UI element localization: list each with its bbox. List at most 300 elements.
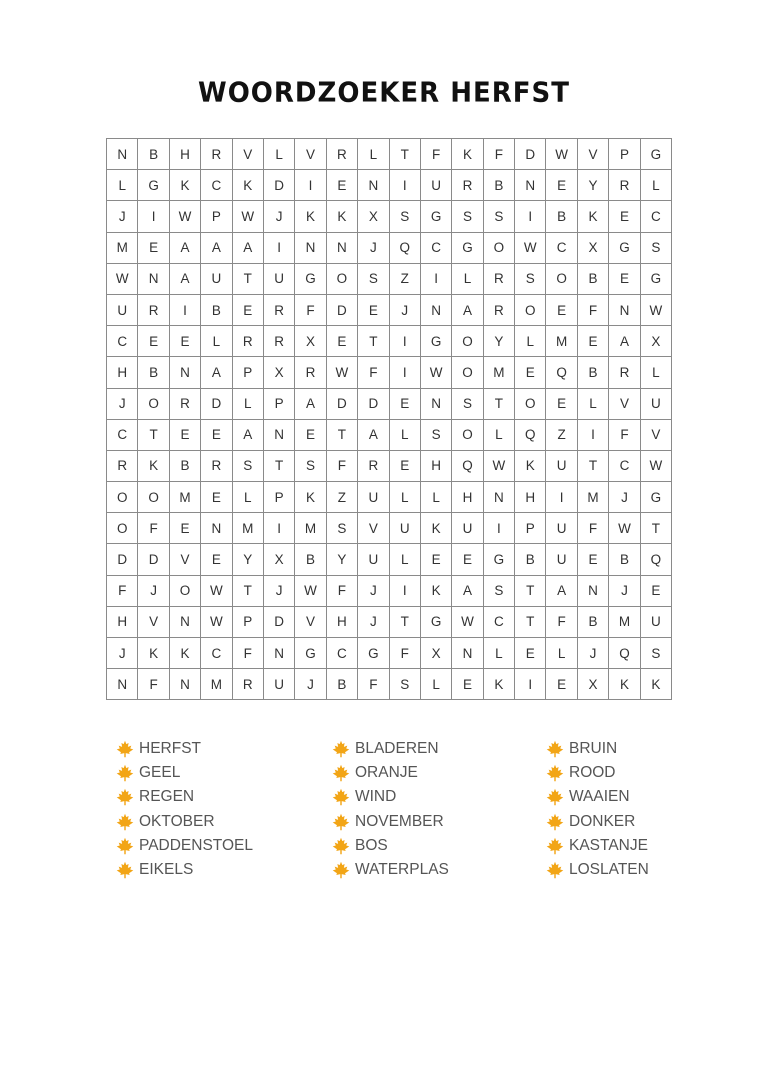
grid-cell: O [138, 388, 169, 419]
grid-cell: M [201, 669, 232, 700]
grid-cell: W [295, 575, 326, 606]
maple-leaf-icon [546, 788, 564, 806]
grid-cell: K [138, 638, 169, 669]
maple-leaf-icon [116, 861, 134, 879]
grid-cell: U [201, 263, 232, 294]
grid-cell: P [609, 139, 640, 170]
grid-cell: E [169, 513, 200, 544]
grid-cell: J [577, 638, 608, 669]
grid-cell: I [389, 170, 420, 201]
grid-cell: L [452, 263, 483, 294]
grid-cell: I [263, 513, 294, 544]
grid-cell: C [326, 638, 357, 669]
grid-cell: T [515, 606, 546, 637]
grid-cell: R [483, 294, 514, 325]
grid-cell: S [483, 575, 514, 606]
grid-row [107, 544, 672, 575]
grid-cell: U [452, 513, 483, 544]
word-label: BLADEREN [355, 740, 439, 758]
grid-cell: E [389, 388, 420, 419]
grid-cell: I [577, 419, 608, 450]
grid-cell: F [546, 606, 577, 637]
grid-cell: S [640, 232, 671, 263]
grid-cell: W [201, 606, 232, 637]
grid-cell: B [577, 606, 608, 637]
grid-cell: H [107, 606, 138, 637]
grid-cell: B [483, 170, 514, 201]
grid-cell: K [138, 450, 169, 481]
grid-cell: O [515, 294, 546, 325]
grid-cell: R [483, 263, 514, 294]
grid-cell: E [515, 638, 546, 669]
grid-cell: L [420, 669, 451, 700]
grid-cell: O [452, 419, 483, 450]
grid-cell: L [640, 357, 671, 388]
grid-cell: F [483, 139, 514, 170]
grid-cell: E [546, 170, 577, 201]
grid-cell: L [483, 419, 514, 450]
grid-cell: D [201, 388, 232, 419]
grid-cell: U [546, 450, 577, 481]
grid-cell: D [107, 544, 138, 575]
grid-cell: Y [326, 544, 357, 575]
grid-cell: I [169, 294, 200, 325]
grid-cell: C [609, 450, 640, 481]
word-label: ROOD [569, 764, 616, 782]
grid-cell: J [358, 232, 389, 263]
grid-cell: F [577, 513, 608, 544]
word-label: DONKER [569, 812, 636, 830]
grid-cell: L [201, 326, 232, 357]
grid-cell: J [107, 388, 138, 419]
grid-cell: G [640, 139, 671, 170]
grid-cell: J [263, 201, 294, 232]
grid-cell: X [295, 326, 326, 357]
grid-cell: N [452, 638, 483, 669]
grid-cell: X [358, 201, 389, 232]
maple-leaf-icon [116, 788, 134, 806]
grid-cell: I [546, 482, 577, 513]
grid-cell: J [107, 201, 138, 232]
word-list-column-3 [546, 737, 649, 882]
letter-grid [106, 138, 672, 700]
grid-cell: K [515, 450, 546, 481]
grid-cell: I [138, 201, 169, 232]
grid-cell: O [546, 263, 577, 294]
grid-cell: B [295, 544, 326, 575]
grid-cell: A [609, 326, 640, 357]
grid-cell: F [326, 450, 357, 481]
grid-cell: D [263, 606, 294, 637]
page-title: WOORDZOEKER HERFST [198, 77, 570, 109]
word-label: HERFST [139, 740, 201, 758]
grid-cell: I [295, 170, 326, 201]
grid-cell: B [609, 544, 640, 575]
grid-cell: H [169, 139, 200, 170]
grid-cell: A [169, 232, 200, 263]
grid-cell: M [609, 606, 640, 637]
grid-cell: R [232, 669, 263, 700]
grid-cell: C [420, 232, 451, 263]
grid-cell: W [546, 139, 577, 170]
grid-cell: K [232, 170, 263, 201]
grid-row [107, 294, 672, 325]
grid-cell: W [107, 263, 138, 294]
grid-cell: V [138, 606, 169, 637]
grid-cell: J [295, 669, 326, 700]
maple-leaf-icon [332, 740, 350, 758]
maple-leaf-icon [332, 861, 350, 879]
grid-cell: F [107, 575, 138, 606]
grid-cell: L [640, 170, 671, 201]
grid-cell: O [169, 575, 200, 606]
grid-cell: G [358, 638, 389, 669]
maple-leaf-icon [116, 764, 134, 782]
grid-cell: Y [577, 170, 608, 201]
grid-cell: N [295, 232, 326, 263]
grid-cell: C [640, 201, 671, 232]
grid-cell: T [358, 326, 389, 357]
grid-cell: I [389, 575, 420, 606]
grid-cell: F [138, 513, 169, 544]
grid-cell: R [326, 139, 357, 170]
grid-cell: K [420, 575, 451, 606]
grid-cell: E [232, 294, 263, 325]
grid-cell: Q [452, 450, 483, 481]
word-list-item [332, 785, 449, 809]
grid-cell: N [263, 419, 294, 450]
grid-cell: U [263, 669, 294, 700]
grid-cell: K [295, 482, 326, 513]
grid-cell: V [295, 606, 326, 637]
grid-cell: E [420, 544, 451, 575]
grid-cell: A [452, 294, 483, 325]
maple-leaf-icon [546, 740, 564, 758]
grid-cell: V [577, 139, 608, 170]
grid-cell: W [201, 575, 232, 606]
word-list-item [332, 761, 449, 785]
grid-cell: S [515, 263, 546, 294]
grid-cell: L [515, 326, 546, 357]
grid-cell: V [640, 419, 671, 450]
grid-cell: L [483, 638, 514, 669]
grid-cell: N [326, 232, 357, 263]
grid-cell: X [263, 357, 294, 388]
grid-cell: E [138, 326, 169, 357]
grid-row [107, 201, 672, 232]
grid-cell: G [640, 263, 671, 294]
grid-cell: J [138, 575, 169, 606]
grid-cell: I [515, 201, 546, 232]
grid-cell: F [389, 638, 420, 669]
grid-cell: E [546, 669, 577, 700]
grid-cell: R [201, 139, 232, 170]
word-list-item [116, 737, 253, 761]
grid-cell: F [420, 139, 451, 170]
word-list-item [546, 858, 649, 882]
grid-cell: L [546, 638, 577, 669]
grid-cell: T [232, 263, 263, 294]
maple-leaf-icon [332, 788, 350, 806]
grid-cell: A [169, 263, 200, 294]
grid-cell: U [107, 294, 138, 325]
maple-leaf-icon [116, 837, 134, 855]
word-list-column-2 [332, 737, 449, 882]
grid-cell: E [201, 482, 232, 513]
grid-cell: N [358, 170, 389, 201]
grid-row [107, 638, 672, 669]
grid-cell: M [232, 513, 263, 544]
grid-row [107, 139, 672, 170]
grid-cell: G [138, 170, 169, 201]
grid-cell: J [358, 606, 389, 637]
grid-cell: F [358, 357, 389, 388]
grid-cell: D [138, 544, 169, 575]
grid-cell: D [263, 170, 294, 201]
grid-cell: R [138, 294, 169, 325]
grid-cell: H [515, 482, 546, 513]
grid-cell: I [515, 669, 546, 700]
grid-cell: T [389, 606, 420, 637]
grid-cell: V [232, 139, 263, 170]
grid-cell: E [169, 419, 200, 450]
grid-cell: C [107, 326, 138, 357]
word-list-item [546, 761, 649, 785]
grid-row [107, 669, 672, 700]
grid-cell: N [515, 170, 546, 201]
grid-cell: A [546, 575, 577, 606]
grid-cell: C [201, 170, 232, 201]
grid-cell: E [201, 419, 232, 450]
grid-cell: B [546, 201, 577, 232]
grid-row [107, 450, 672, 481]
grid-cell: R [358, 450, 389, 481]
grid-cell: N [169, 669, 200, 700]
grid-cell: H [107, 357, 138, 388]
grid-cell: N [420, 294, 451, 325]
grid-cell: X [577, 669, 608, 700]
grid-cell: B [326, 669, 357, 700]
grid-cell: E [358, 294, 389, 325]
grid-cell: S [389, 201, 420, 232]
word-list-item [116, 785, 253, 809]
grid-cell: R [609, 357, 640, 388]
grid-cell: P [201, 201, 232, 232]
grid-cell: K [609, 669, 640, 700]
grid-cell: E [169, 326, 200, 357]
grid-cell: A [232, 232, 263, 263]
grid-cell: Q [546, 357, 577, 388]
grid-row [107, 482, 672, 513]
grid-cell: E [326, 326, 357, 357]
word-label: EIKELS [139, 861, 194, 879]
grid-cell: D [358, 388, 389, 419]
grid-row [107, 263, 672, 294]
grid-cell: M [483, 357, 514, 388]
grid-cell: B [138, 139, 169, 170]
grid-cell: N [420, 388, 451, 419]
grid-cell: U [358, 544, 389, 575]
grid-cell: I [389, 357, 420, 388]
grid-row [107, 357, 672, 388]
grid-cell: O [452, 326, 483, 357]
grid-cell: G [420, 606, 451, 637]
grid-cell: E [201, 544, 232, 575]
grid-cell: O [107, 482, 138, 513]
grid-cell: H [326, 606, 357, 637]
grid-cell: L [358, 139, 389, 170]
grid-cell: W [640, 450, 671, 481]
grid-cell: I [420, 263, 451, 294]
grid-cell: M [169, 482, 200, 513]
grid-cell: M [546, 326, 577, 357]
grid-cell: F [358, 669, 389, 700]
grid-cell: A [358, 419, 389, 450]
grid-cell: T [483, 388, 514, 419]
grid-cell: O [515, 388, 546, 419]
word-label: REGEN [139, 788, 195, 806]
grid-cell: O [326, 263, 357, 294]
grid-cell: L [263, 139, 294, 170]
grid-cell: U [263, 263, 294, 294]
grid-cell: Q [515, 419, 546, 450]
grid-cell: S [326, 513, 357, 544]
grid-cell: N [138, 263, 169, 294]
grid-cell: F [609, 419, 640, 450]
grid-cell: F [577, 294, 608, 325]
grid-cell: A [201, 232, 232, 263]
grid-cell: R [169, 388, 200, 419]
grid-cell: G [483, 544, 514, 575]
grid-cell: E [577, 326, 608, 357]
grid-cell: U [546, 544, 577, 575]
grid-cell: M [295, 513, 326, 544]
grid-row [107, 513, 672, 544]
grid-cell: D [515, 139, 546, 170]
grid-cell: T [138, 419, 169, 450]
word-label: LOSLATEN [569, 861, 649, 879]
grid-cell: P [515, 513, 546, 544]
maple-leaf-icon [546, 861, 564, 879]
grid-cell: G [609, 232, 640, 263]
word-label: BOS [355, 836, 388, 854]
word-label: NOVEMBER [355, 812, 444, 830]
grid-cell: U [546, 513, 577, 544]
grid-cell: M [577, 482, 608, 513]
grid-cell: K [577, 201, 608, 232]
grid-cell: E [389, 450, 420, 481]
grid-cell: R [295, 357, 326, 388]
grid-cell: K [452, 139, 483, 170]
word-list-item [332, 737, 449, 761]
grid-cell: Z [326, 482, 357, 513]
grid-row [107, 575, 672, 606]
grid-cell: E [546, 388, 577, 419]
grid-cell: U [420, 170, 451, 201]
grid-cell: T [263, 450, 294, 481]
word-list-item [116, 858, 253, 882]
grid-cell: W [420, 357, 451, 388]
grid-cell: W [640, 294, 671, 325]
grid-cell: Y [232, 544, 263, 575]
grid-cell: J [358, 575, 389, 606]
grid-cell: S [452, 201, 483, 232]
grid-cell: E [640, 575, 671, 606]
grid-cell: W [483, 450, 514, 481]
word-list-item [546, 834, 649, 858]
grid-cell: P [232, 357, 263, 388]
grid-cell: P [232, 606, 263, 637]
maple-leaf-icon [546, 764, 564, 782]
grid-cell: N [609, 294, 640, 325]
grid-row [107, 606, 672, 637]
grid-cell: W [169, 201, 200, 232]
grid-cell: W [452, 606, 483, 637]
grid-cell: L [389, 544, 420, 575]
grid-cell: G [420, 326, 451, 357]
grid-cell: V [169, 544, 200, 575]
maple-leaf-icon [116, 813, 134, 831]
grid-cell: S [358, 263, 389, 294]
grid-cell: O [138, 482, 169, 513]
grid-cell: W [326, 357, 357, 388]
maple-leaf-icon [332, 813, 350, 831]
grid-cell: Q [640, 544, 671, 575]
word-list-item [332, 834, 449, 858]
grid-cell: K [640, 669, 671, 700]
grid-cell: J [263, 575, 294, 606]
grid-cell: L [389, 482, 420, 513]
grid-cell: W [515, 232, 546, 263]
grid-cell: O [107, 513, 138, 544]
grid-cell: V [609, 388, 640, 419]
grid-cell: E [609, 263, 640, 294]
word-label: WATERPLAS [355, 861, 449, 879]
grid-cell: E [515, 357, 546, 388]
grid-cell: U [640, 388, 671, 419]
grid-cell: T [640, 513, 671, 544]
grid-cell: G [640, 482, 671, 513]
grid-cell: T [232, 575, 263, 606]
grid-cell: B [138, 357, 169, 388]
grid-cell: A [232, 419, 263, 450]
grid-cell: Z [389, 263, 420, 294]
grid-cell: E [452, 669, 483, 700]
grid-cell: I [483, 513, 514, 544]
grid-cell: L [232, 388, 263, 419]
grid-cell: G [452, 232, 483, 263]
grid-cell: K [483, 669, 514, 700]
grid-cell: N [263, 638, 294, 669]
grid-cell: J [107, 638, 138, 669]
grid-cell: U [640, 606, 671, 637]
grid-cell: R [452, 170, 483, 201]
grid-cell: U [358, 482, 389, 513]
grid-cell: O [452, 357, 483, 388]
grid-cell: Y [483, 326, 514, 357]
grid-cell: V [295, 139, 326, 170]
grid-cell: I [389, 326, 420, 357]
grid-cell: X [420, 638, 451, 669]
grid-row [107, 170, 672, 201]
grid-cell: J [609, 482, 640, 513]
grid-cell: S [420, 419, 451, 450]
grid-cell: S [389, 669, 420, 700]
grid-cell: T [577, 450, 608, 481]
grid-cell: K [169, 170, 200, 201]
word-list-item [332, 858, 449, 882]
word-list-item [546, 737, 649, 761]
